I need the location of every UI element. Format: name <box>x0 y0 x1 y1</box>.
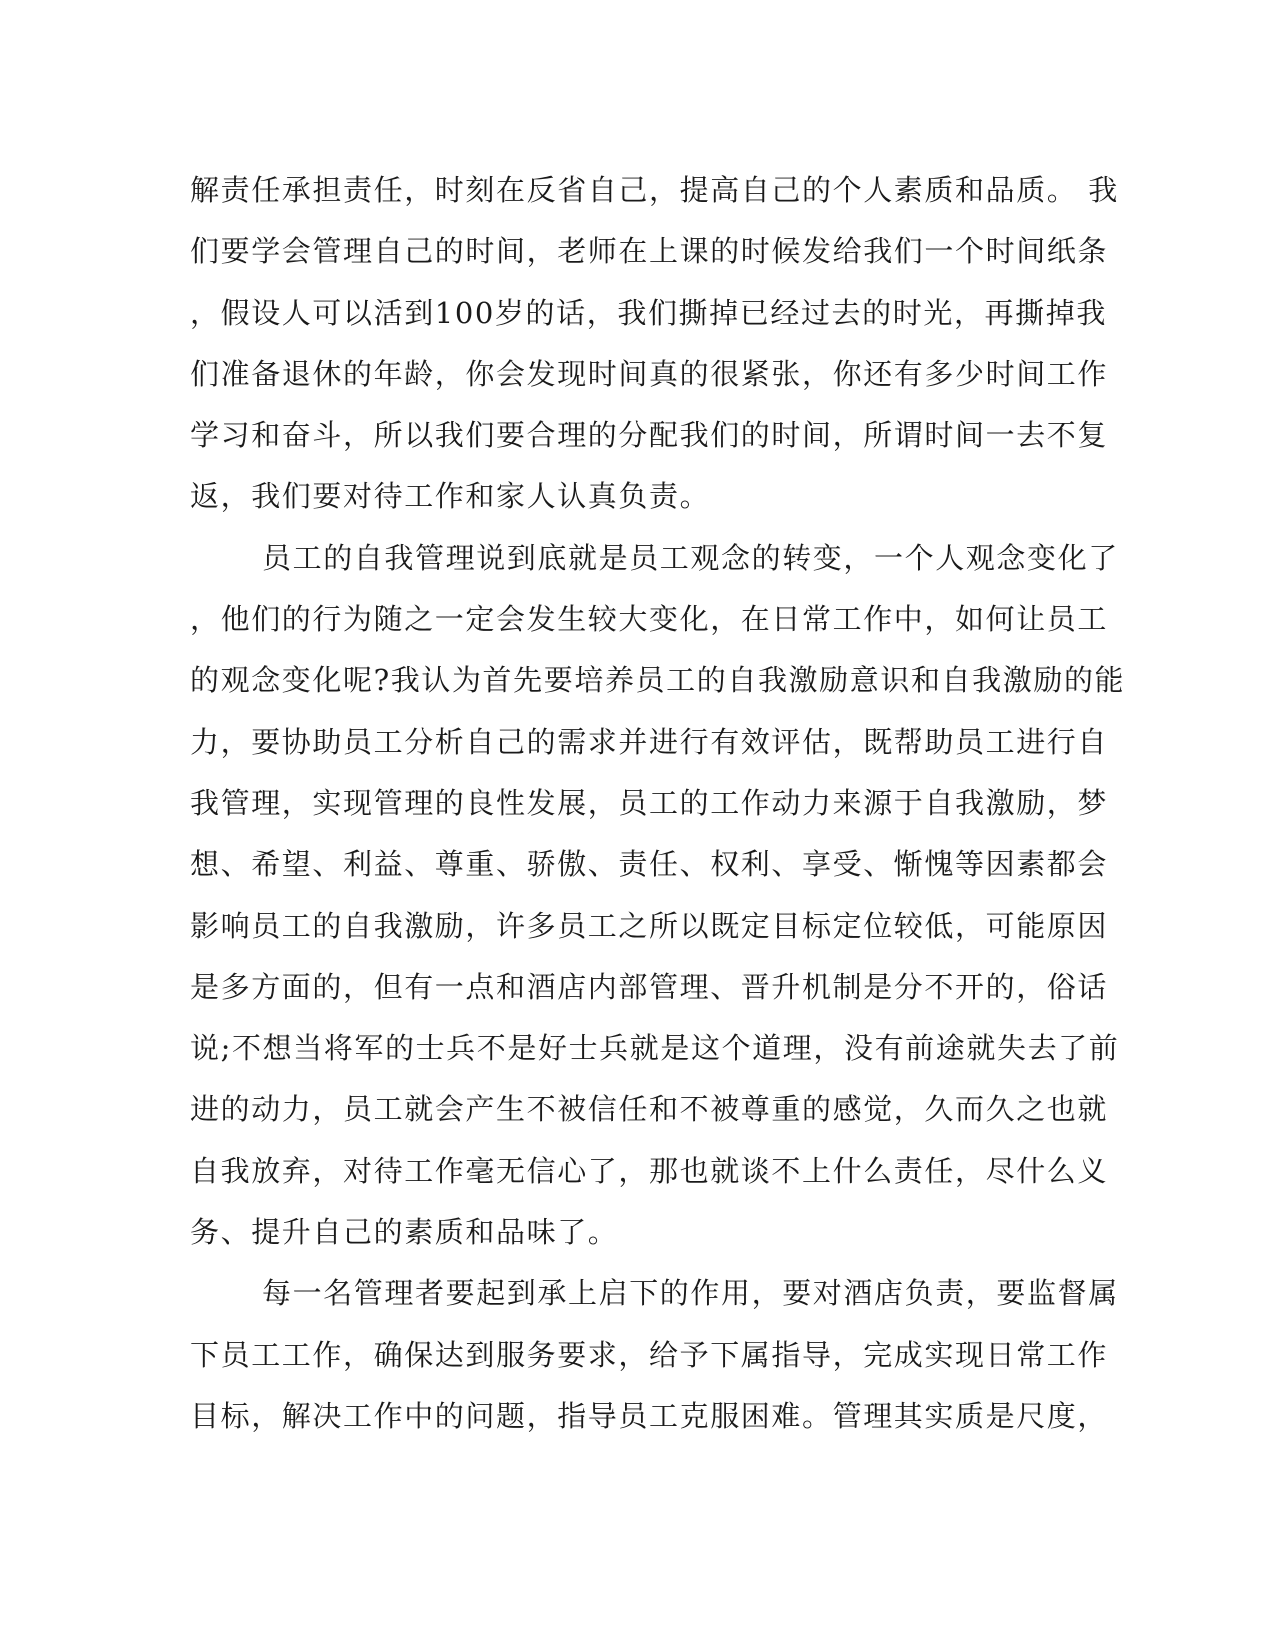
text-line: 每一名管理者要起到承上启下的作用，要对酒店负责，要监督属 <box>262 1276 1119 1311</box>
text-line: 力，要协助员工分析自己的需求并进行有效评估，既帮助员工进行自 <box>190 724 1109 759</box>
paragraph-1 <box>190 160 1119 528</box>
paragraph-2 <box>190 528 1126 1264</box>
text-line: ，他们的行为随之一定会发生较大变化，在日常工作中，如何让员工 <box>190 602 1109 637</box>
text-line: 下员工工作，确保达到服务要求，给予下属指导，完成实现日常工作 <box>190 1337 1109 1372</box>
text-line: ，假设人可以活到100岁的话，我们撕掉已经过去的时光，再撕掉我 <box>190 295 1107 330</box>
text-line: 的观念变化呢?我认为首先要培养员工的自我激励意识和自我激励的能 <box>190 663 1126 698</box>
text-line: 们准备退休的年龄，你会发现时间真的很紧张，你还有多少时间工作 <box>190 356 1109 391</box>
text-line: 务、提升自己的素质和品味了。 <box>190 1215 619 1250</box>
text-line: 目标，解决工作中的问题，指导员工克服困难。管理其实质是尺度， <box>190 1398 1109 1433</box>
text-line: 学习和奋斗，所以我们要合理的分配我们的时间，所谓时间一去不复 <box>190 418 1109 453</box>
text-line: 是多方面的，但有一点和酒店内部管理、晋升机制是分不开的，俗话 <box>190 969 1109 1004</box>
text-line: 们要学会管理自己的时间，老师在上课的时候发给我们一个时间纸条 <box>190 234 1109 269</box>
text-line: 想、希望、利益、尊重、骄傲、责任、权利、享受、惭愧等因素都会 <box>190 847 1109 882</box>
text-line: 进的动力，员工就会产生不被信任和不被尊重的感觉，久而久之也就 <box>190 1092 1109 1127</box>
text-line: 影响员工的自我激励，许多员工之所以既定目标定位较低，可能原因 <box>190 908 1109 943</box>
paragraph-3 <box>190 1263 1119 1447</box>
text-line: 说;不想当将军的士兵不是好士兵就是这个道理，没有前途就失去了前 <box>190 1031 1120 1066</box>
text-line: 解责任承担责任，时刻在反省自己，提高自己的个人素质和品质。 我 <box>190 173 1119 207</box>
document-body <box>190 160 1126 1447</box>
text-line: 返，我们要对待工作和家人认真负责。 <box>190 479 711 514</box>
text-line: 我管理，实现管理的良性发展，员工的工作动力来源于自我激励，梦 <box>190 785 1109 820</box>
text-line: 自我放弃，对待工作毫无信心了，那也就谈不上什么责任，尽什么义 <box>190 1153 1109 1188</box>
text-line: 员工的自我管理说到底就是员工观念的转变，一个人观念变化了 <box>262 540 1119 575</box>
